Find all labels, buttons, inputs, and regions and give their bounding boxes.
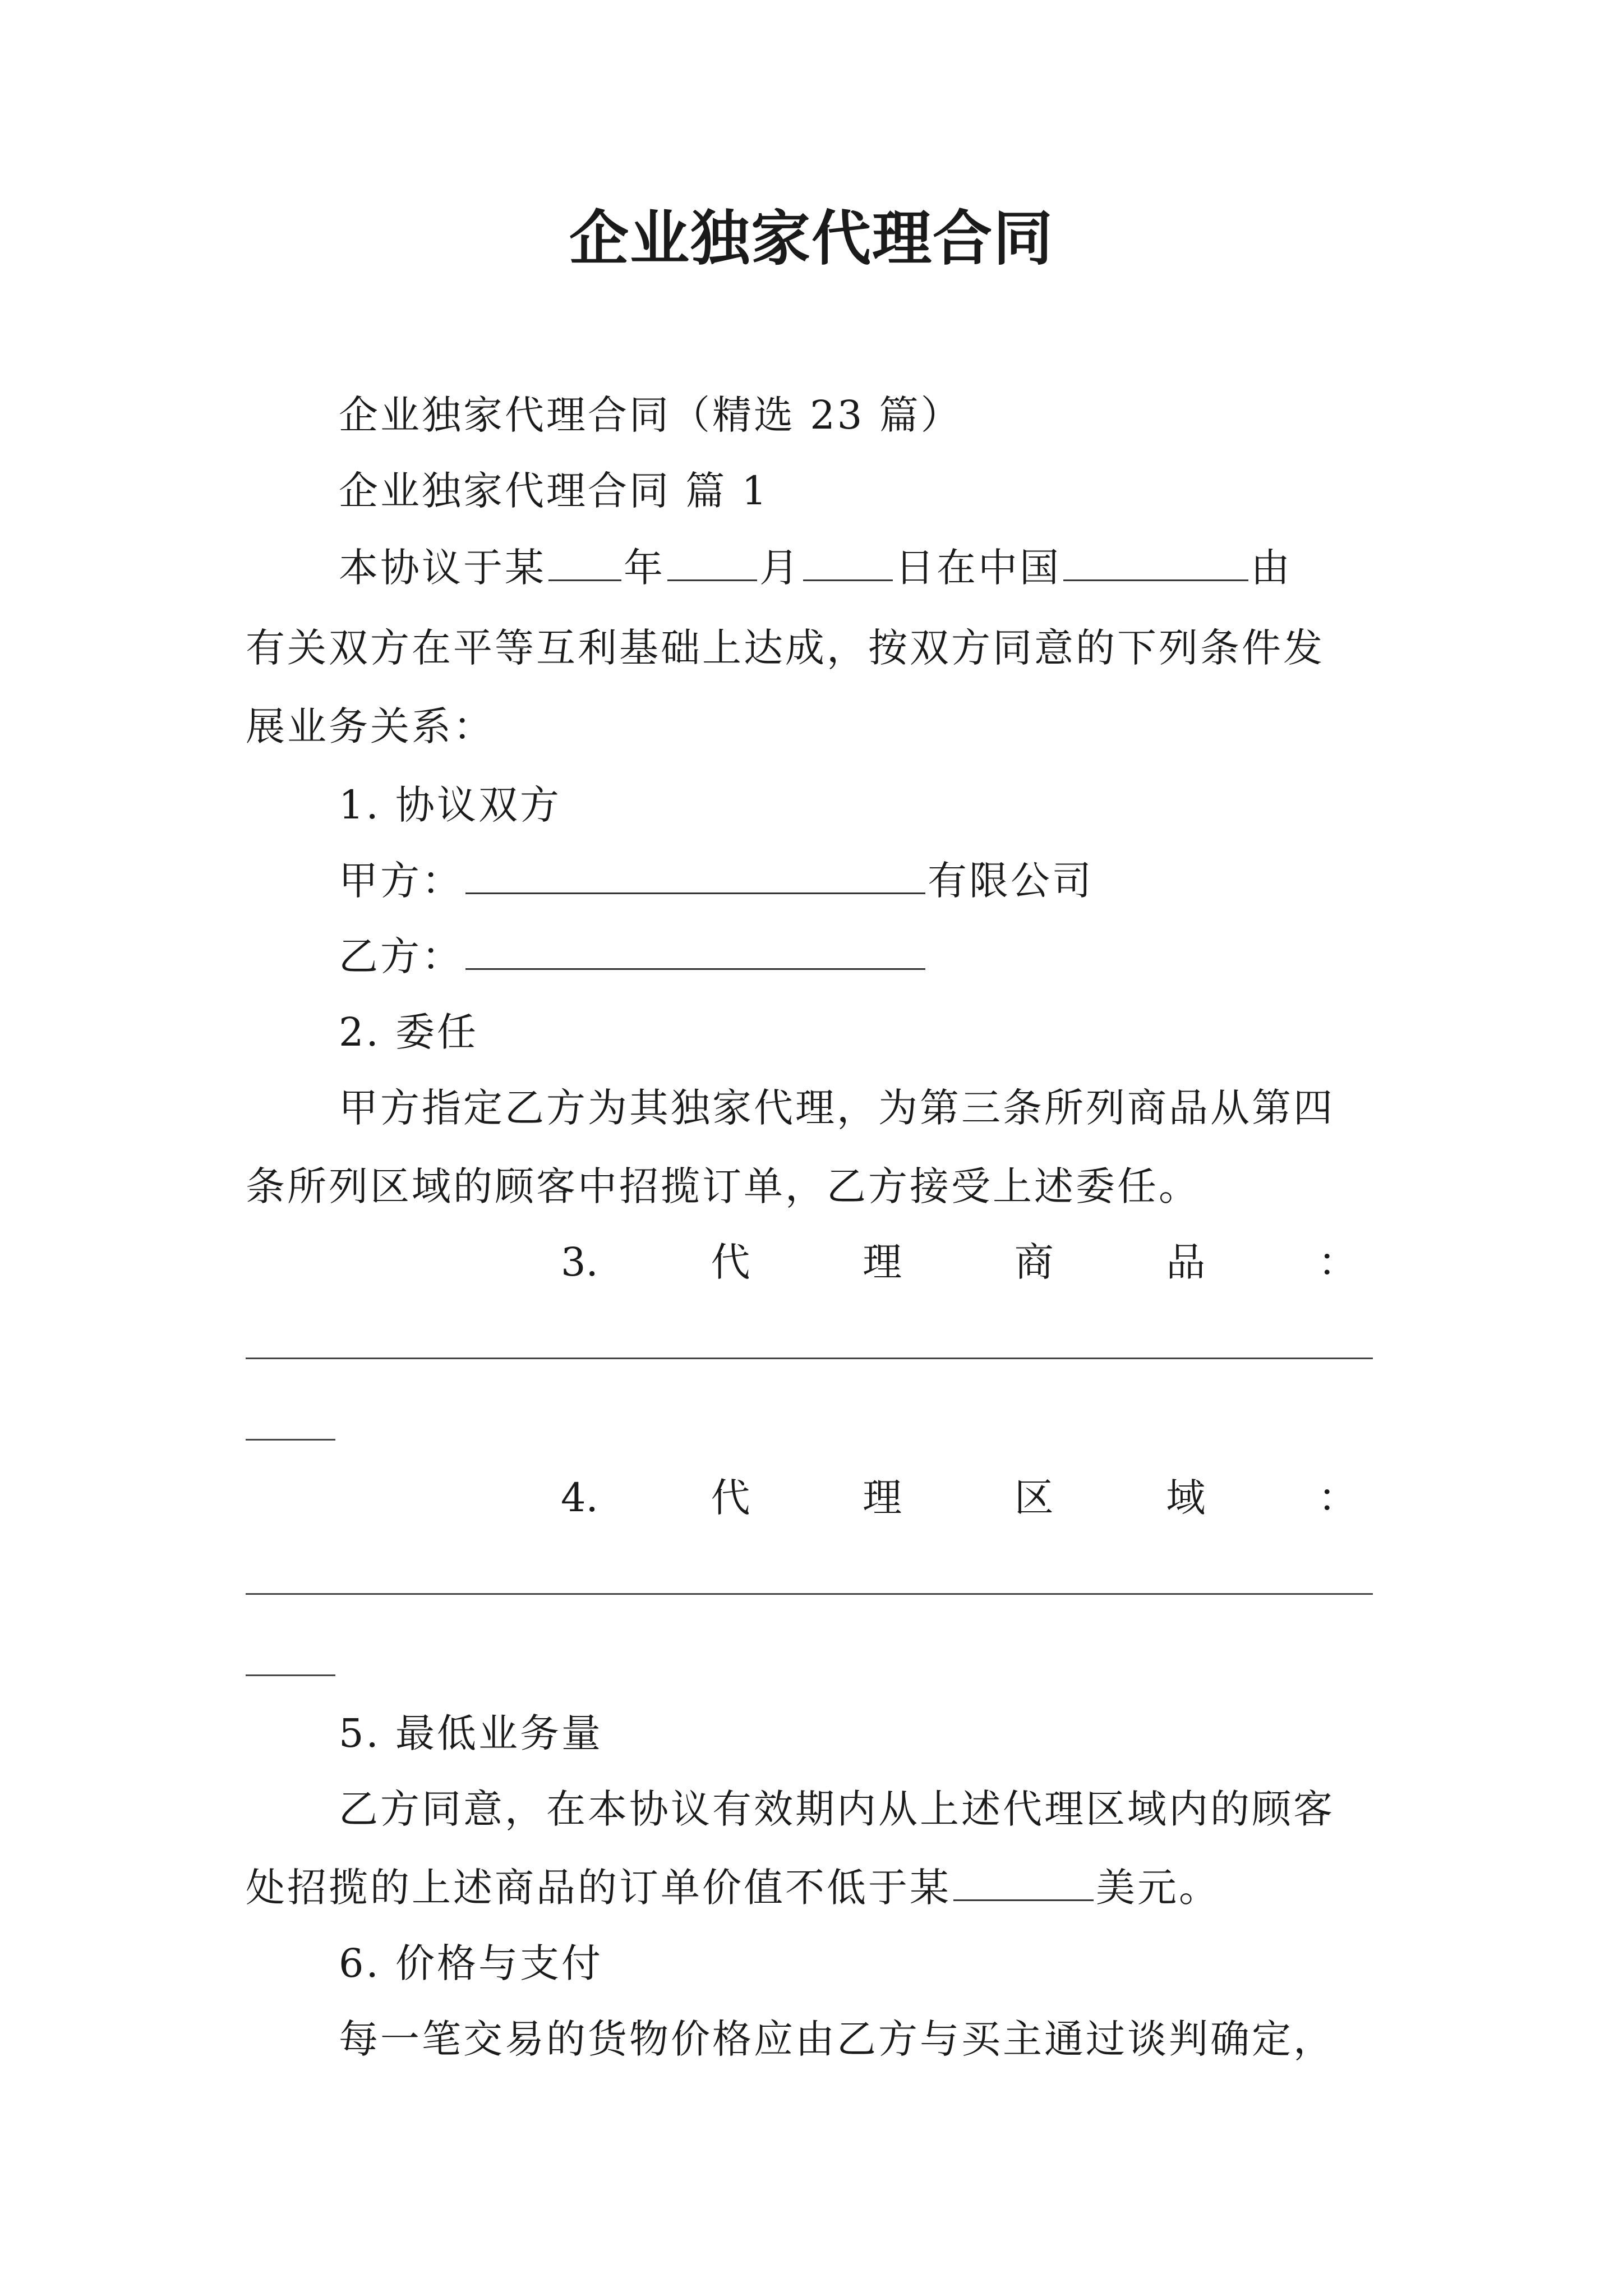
party-a-blank: [465, 855, 925, 894]
section-4-blank-line-end: [246, 1674, 335, 1676]
party-a-suffix: 有限公司: [928, 858, 1094, 904]
document-subtitle: 企业独家代理合同（精选 23 篇）: [339, 392, 962, 438]
section-4-char: 区: [1014, 1475, 1054, 1521]
day-blank: [803, 542, 893, 581]
section-5-text: 处招揽的上述商品的订单价值不低于某: [246, 1865, 951, 1911]
section-5-line-2: [246, 1860, 1220, 1916]
document-title: 企业独家代理合同: [569, 203, 1054, 273]
intro-line-2: 有关双方在平等互利基础上达成，按双方同意的下列条件发: [246, 625, 1325, 671]
intro-text: 月: [759, 545, 801, 591]
section-6-heading: 6. 价格与支付: [339, 1940, 603, 1986]
section-3-char: 3.: [561, 1239, 598, 1285]
section-3-char: 品: [1166, 1239, 1206, 1285]
section-4-char: 理: [863, 1475, 902, 1521]
section-2-heading: 2. 委任: [339, 1009, 479, 1055]
party-a-label: 甲方：: [339, 858, 463, 904]
section-5-heading: 5. 最低业务量: [339, 1710, 603, 1756]
section-3-char: 理: [863, 1239, 902, 1285]
intro-text: 由: [1251, 545, 1292, 591]
amount-blank: [953, 1862, 1094, 1901]
section-3-char: 代: [711, 1239, 750, 1285]
intro-text: 年: [624, 545, 665, 591]
place-blank: [1063, 542, 1248, 581]
intro-line-3: 展业务关系：: [246, 703, 495, 749]
section-4-char: ：: [1318, 1475, 1357, 1521]
month-blank: [667, 542, 757, 581]
year-blank: [548, 542, 621, 581]
section-2-line-1: 甲方指定乙方为其独家代理，为第三条所列商品从第四: [339, 1085, 1335, 1131]
article-label: 企业独家代理合同 篇 1: [339, 468, 769, 514]
section-5-text: 美元。: [1096, 1865, 1220, 1911]
party-b-label: 乙方：: [339, 933, 463, 979]
party-a-line: [339, 853, 1094, 909]
section-3-char: 商: [1014, 1239, 1054, 1285]
section-3-heading: [561, 1234, 1357, 1290]
section-1-heading: 1. 协议双方: [339, 782, 562, 828]
section-5-line-1: 乙方同意，在本协议有效期内从上述代理区域内的顾客: [339, 1786, 1335, 1832]
section-2-line-2: 条所列区域的顾客中招揽订单，乙方接受上述委任。: [246, 1163, 1200, 1209]
section-3-char: ：: [1318, 1239, 1357, 1285]
section-4-char: 域: [1166, 1475, 1206, 1521]
section-4-char: 代: [711, 1475, 750, 1521]
section-4-heading: [561, 1470, 1357, 1526]
section-4-char: 4.: [561, 1475, 598, 1521]
intro-text: 日在中国: [895, 545, 1061, 591]
section-3-blank-line-end: [246, 1439, 335, 1441]
intro-line-1: [339, 540, 1292, 596]
intro-text: 本协议于某: [339, 545, 546, 591]
party-b-blank: [465, 931, 925, 970]
party-b-line: [339, 928, 928, 984]
section-4-blank-line: [246, 1593, 1373, 1595]
section-6-line-1: 每一笔交易的货物价格应由乙方与买主通过谈判确定，: [339, 2016, 1335, 2062]
section-3-blank-line: [246, 1358, 1373, 1359]
